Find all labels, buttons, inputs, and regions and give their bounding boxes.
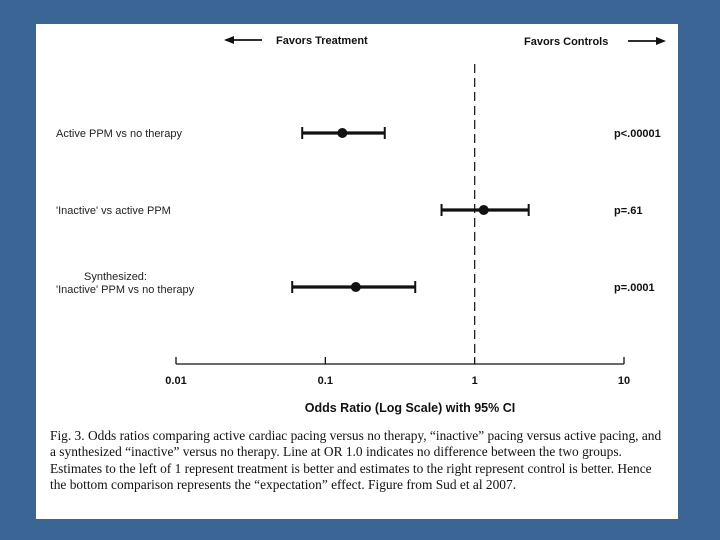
- figure-caption: Fig. 3. Odds ratios comparing active cardiac pacing versus no therapy, “inactive” pacing versus active pacing, and a synthesized “inactive” versus no therapy. Line at OR 1.0 indicates no difference between the two groups. Estimates to the left of 1 represent treatment is better and estimates to the right represent control is better. Hence the bottom comparison represents the “expectation” effect. Figure from Sud et al 2007.: [50, 428, 662, 492]
- estimate-point-3: [351, 282, 361, 292]
- favors-treatment-header: [224, 35, 368, 47]
- left-arrow-head: [224, 36, 234, 44]
- right-arrow-head: [656, 37, 666, 45]
- forest-rows: [56, 127, 661, 296]
- forest-plot: [36, 24, 678, 424]
- x-axis-label: Odds Ratio (Log Scale) with 95% CI: [304, 401, 516, 415]
- row-label-2-1: 'Inactive' vs active PPM: [56, 205, 171, 217]
- row-label-3-1: Synthesized:: [84, 271, 147, 283]
- p-value-1: p<.00001: [614, 128, 661, 140]
- p-value-2: p=.61: [614, 205, 643, 217]
- forest-row-1: [56, 127, 661, 140]
- row-label-3-2: 'Inactive' PPM vs no therapy: [56, 284, 195, 296]
- estimate-point-2: [479, 205, 489, 215]
- estimate-point-1: [337, 128, 347, 138]
- header-left-label: Favors Treatment: [276, 35, 368, 47]
- favors-controls-header: [524, 36, 666, 48]
- forest-row-2: [56, 204, 642, 217]
- x-tick-label-3: 10: [617, 375, 631, 387]
- x-tick-label-2: 1: [471, 375, 478, 387]
- slide-panel: [36, 24, 678, 519]
- header-right-label: Favors Controls: [524, 36, 609, 48]
- p-value-3: p=.0001: [614, 282, 655, 294]
- x-tick-label-0: 0.01: [165, 375, 187, 387]
- row-label-1-1: Active PPM vs no therapy: [56, 128, 182, 140]
- forest-row-3: [56, 271, 655, 296]
- x-tick-label-1: 0.1: [317, 375, 333, 387]
- x-axis: [165, 357, 630, 387]
